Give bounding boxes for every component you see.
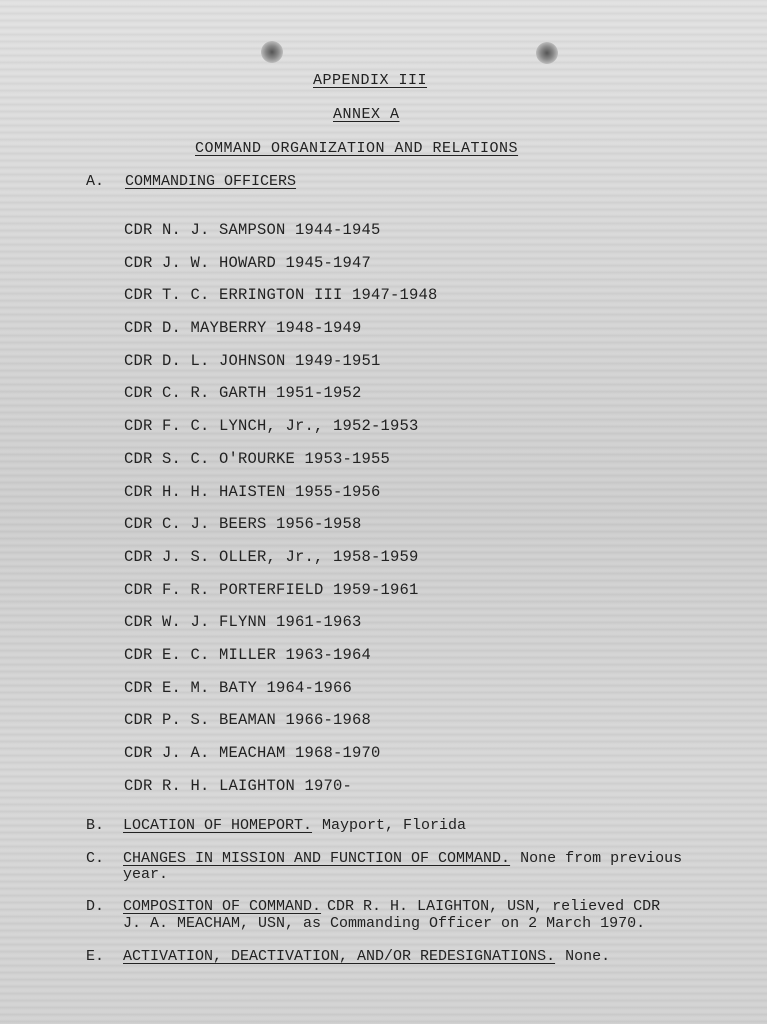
list-item: CDR J. W. HOWARD 1945-1947: [124, 253, 372, 272]
appendix-heading: APPENDIX III: [313, 72, 428, 89]
section-a-title: COMMANDING OFFICERS: [125, 173, 297, 190]
commanding-officers-list: [124, 220, 438, 808]
list-item: CDR J. S. OLLER, Jr., 1958-1959: [124, 547, 419, 566]
list-item: CDR P. S. BEAMAN 1966-1968: [124, 711, 372, 730]
section-c-text: None from previous: [520, 850, 683, 867]
punch-hole-left: [261, 41, 283, 63]
section-d-title: COMPOSITON OF COMMAND.: [123, 898, 322, 915]
section-c-letter: C.: [86, 850, 105, 867]
list-item: CDR T. C. ERRINGTON III 1947-1948: [124, 286, 438, 305]
list-item: CDR R. H. LAIGHTON 1970-: [124, 776, 353, 795]
list-item: CDR F. R. PORTERFIELD 1959-1961: [124, 580, 419, 599]
section-b-body: [123, 817, 466, 834]
section-b-text: Mayport, Florida: [322, 817, 467, 834]
section-d-text-continued: J. A. MEACHAM, USN, as Commanding Officer on 2 March 1970.: [123, 915, 646, 932]
document-title: COMMAND ORGANIZATION AND RELATIONS: [195, 140, 519, 157]
section-e-title: ACTIVATION, DEACTIVATION, AND/OR REDESIGNATIONS.: [123, 948, 556, 965]
list-item: CDR C. R. GARTH 1951-1952: [124, 384, 362, 403]
section-d-letter: D.: [86, 898, 105, 915]
list-item: CDR S. C. O'ROURKE 1953-1955: [124, 449, 391, 468]
annex-heading: ANNEX A: [333, 106, 400, 123]
list-item: CDR D. L. JOHNSON 1949-1951: [124, 351, 381, 370]
section-a-letter: A.: [86, 173, 105, 190]
section-b-letter: B.: [86, 817, 105, 834]
section-c-text-continued: year.: [123, 866, 169, 883]
list-item: CDR W. J. FLYNN 1961-1963: [124, 613, 362, 632]
list-item: CDR N. J. SAMPSON 1944-1945: [124, 221, 381, 239]
list-item: CDR C. J. BEERS 1956-1958: [124, 515, 362, 534]
list-item: CDR J. A. MEACHAM 1968-1970: [124, 744, 381, 762]
section-b-title: LOCATION OF HOMEPORT.: [123, 817, 313, 834]
section-d-text: CDR R. H. LAIGHTON, USN, relieved CDR: [327, 898, 661, 915]
section-e-letter: E.: [86, 948, 105, 965]
list-item: CDR F. C. LYNCH, Jr., 1952-1953: [124, 417, 419, 436]
list-item: CDR E. M. BATY 1964-1966: [124, 678, 353, 697]
list-item: CDR D. MAYBERRY 1948-1949: [124, 319, 362, 338]
section-e-text: None.: [565, 948, 611, 965]
section-e-body: [123, 948, 610, 965]
list-item: CDR E. C. MILLER 1963-1964: [124, 645, 372, 664]
section-c-body: [123, 850, 682, 867]
section-c-title: CHANGES IN MISSION AND FUNCTION OF COMMAND.: [123, 850, 511, 867]
list-item: CDR H. H. HAISTEN 1955-1956: [124, 482, 381, 501]
section-d-body: [123, 898, 660, 915]
punch-hole-right: [536, 42, 558, 64]
